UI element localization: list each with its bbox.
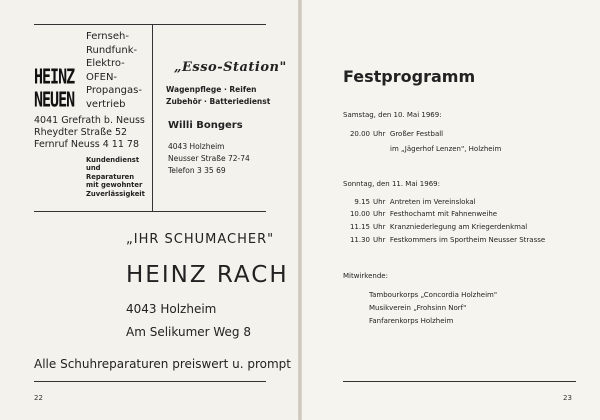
heinz-neuen-address xyxy=(34,115,145,151)
note-line: Reparaturen xyxy=(86,172,135,181)
event-row xyxy=(340,198,476,206)
page-number-right: 23 xyxy=(563,394,572,402)
event-text: Festkommers im Sportheim Neusser Strasse xyxy=(389,236,546,244)
event-text: Kranzniederlegung am Kriegerdenkmal xyxy=(389,223,528,231)
service-note xyxy=(86,156,145,198)
event-unit: Uhr xyxy=(373,236,386,244)
address-line: Neusser Straße 72-74 xyxy=(168,154,250,163)
note-line: Zuverlässigkeit xyxy=(86,189,145,198)
event-row xyxy=(340,210,497,218)
mitwirkende-heading: Mitwirkende: xyxy=(343,272,388,280)
esso-owner: Willi Bongers xyxy=(168,120,243,131)
service-list xyxy=(86,30,142,111)
day1-heading: Samstag, den 10. Mai 1969: xyxy=(343,111,442,119)
heinz-neuen-logo xyxy=(34,64,75,112)
address-line: Fernruf Neuss 4 11 78 xyxy=(34,139,139,150)
event-time: 11.30 xyxy=(349,236,370,244)
service-item: Propangas- xyxy=(86,85,142,96)
event-text: Antreten im Vereinslokal xyxy=(389,198,476,206)
event-time: 9.15 xyxy=(354,198,370,206)
rach-city: 4043 Holzheim xyxy=(126,302,217,316)
event-text: Festhochamt mit Fahnenweihe xyxy=(389,210,498,218)
service-item: Fernseh- xyxy=(86,31,129,42)
service-item: OFEN- xyxy=(86,71,118,83)
event-unit: Uhr xyxy=(373,130,386,138)
group-item: Fanfarenkorps Holzheim xyxy=(369,317,454,325)
top-rule xyxy=(34,24,266,25)
event-row xyxy=(340,130,443,138)
rach-slogan: Alle Schuhreparaturen preiswert u. prompt xyxy=(34,357,291,371)
event-row-continuation xyxy=(390,145,501,153)
address-line: Telefon 3 35 69 xyxy=(168,166,226,175)
ad-divider xyxy=(152,24,153,212)
bottom-rule-right xyxy=(343,381,576,382)
event-time: 10.00 xyxy=(349,210,370,218)
page-number-left: 22 xyxy=(34,394,43,402)
event-time: 11.15 xyxy=(349,223,370,231)
service-item: Elektro- xyxy=(86,58,125,69)
ad-section-rule xyxy=(34,211,266,212)
esso-address xyxy=(168,141,250,177)
address-line: 4043 Holzheim xyxy=(168,142,225,151)
bottom-rule xyxy=(34,381,266,382)
esso-services-2: Zubehör · Batteriedienst xyxy=(166,97,271,106)
event-text: im „Jägerhof Lenzen", Holzheim xyxy=(390,145,502,153)
address-line: 4041 Grefrath b. Neuss xyxy=(34,115,145,126)
event-unit: Uhr xyxy=(373,198,386,206)
day2-heading: Sonntag, den 11. Mai 1969: xyxy=(343,180,440,188)
event-text: Großer Festball xyxy=(389,130,444,138)
group-item: Musikverein „Frohsinn Norf" xyxy=(369,304,467,312)
service-item: Rundfunk- xyxy=(86,44,138,56)
event-time: 20.00 xyxy=(349,130,370,138)
rach-tagline: „IHR SCHUMACHER" xyxy=(126,232,275,247)
note-line: mit gewohnter xyxy=(86,181,143,190)
note-line: Kundendienst xyxy=(86,156,140,164)
logo-line: NEUEN xyxy=(34,87,75,112)
event-unit: Uhr xyxy=(373,223,386,231)
page-title: Festprogramm xyxy=(343,67,476,86)
rach-name: HEINZ RACH xyxy=(126,262,289,288)
service-item: vertrieb xyxy=(86,98,126,110)
book-spine xyxy=(298,0,302,420)
event-unit: Uhr xyxy=(373,210,386,218)
esso-services-1: Wagenpflege · Reifen xyxy=(166,85,257,94)
event-row xyxy=(340,223,527,231)
note-line: und xyxy=(86,164,101,173)
rach-street: Am Selikumer Weg 8 xyxy=(126,325,251,339)
esso-station-logo: „Esso-Station" xyxy=(174,60,287,75)
address-line: Rheydter Straße 52 xyxy=(34,127,128,138)
logo-line: HEINZ xyxy=(34,64,75,89)
event-row xyxy=(340,236,545,244)
group-item: Tambourkorps „Concordia Holzheim" xyxy=(369,291,498,299)
